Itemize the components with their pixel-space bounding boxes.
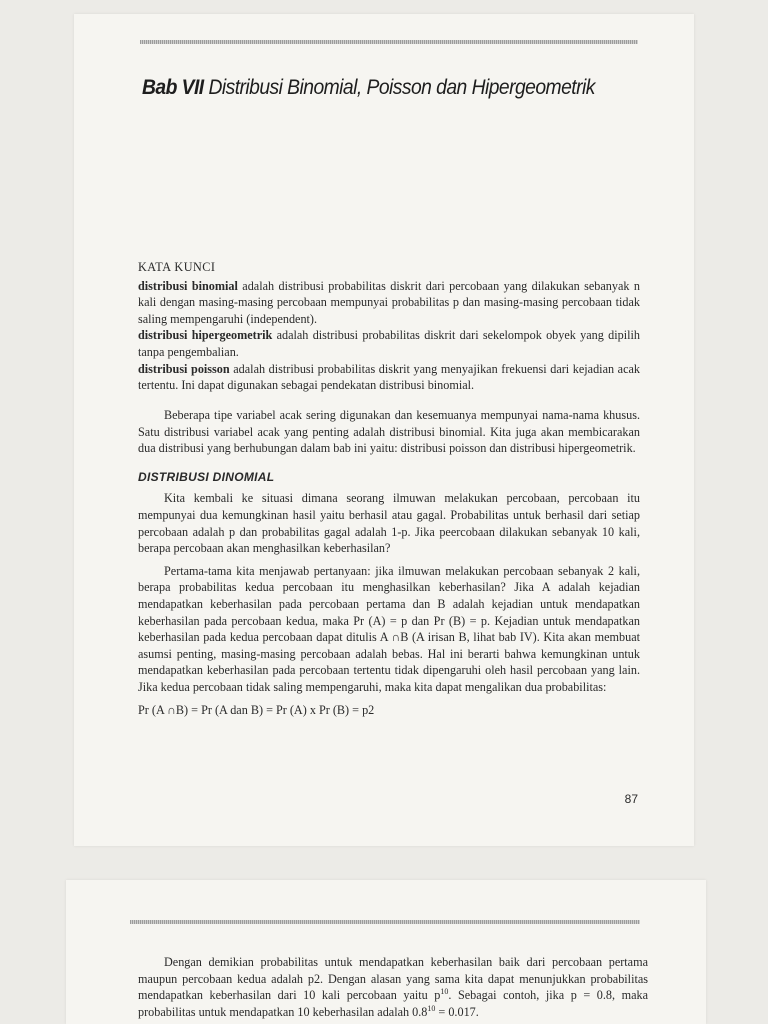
keyword-entry xyxy=(138,361,640,394)
keyword-term: distribusi hipergeometrik xyxy=(138,328,273,343)
keyword-definition: adalah distribusi probabilitas diskrit yang menyajikan frekuensi dari kejadian acak tertentu. Ini dapat digunakan sebagai pendekatan distribusi binomial. xyxy=(138,361,640,393)
keyword-term: distribusi poisson xyxy=(138,361,230,376)
keyword-entry xyxy=(138,327,640,360)
paragraph-text: = 0.017. xyxy=(435,1004,479,1019)
page-body xyxy=(138,954,648,1020)
paragraph-text: . Sebagai contoh, jika p = 0.8, maka probabilitas untuk mendapatkan 10 keberhasilan adalah 0.8 xyxy=(138,988,648,1019)
intro-paragraph: Beberapa tipe variabel acak sering digunakan dan kesemuanya mempunyai nama-nama khusus. Satu distribusi variabel acak yang penting adalah distribusi binomial. Kita juga akan membicarakan dua distribusi yang berhubungan dalam bab ini yaitu: distribusi poisson dan distribusi hipergeometrik. xyxy=(138,408,640,456)
keywords-heading: KATA KUNCI xyxy=(138,260,216,274)
keyword-list xyxy=(138,278,640,394)
body-paragraph xyxy=(138,954,648,1020)
keyword-definition: adalah distribusi probabilitas diskrit dari percobaan yang dilakukan sebanyak n kali dengan masing-masing percobaan mempunyai probabilitas p dan masing-masing percobaan tidak saling mempengaruhi (independent). xyxy=(138,278,640,326)
chapter-number: Bab VII xyxy=(142,76,204,99)
page-number: 87 xyxy=(624,792,638,806)
exponent: 10 xyxy=(440,987,449,997)
keyword-definition: adalah distribusi probabilitas diskrit dari sekelompok obyek yang dipilih tanpa pengembalian. xyxy=(138,328,640,359)
body-paragraph: Kita kembali ke situasi dimana seorang ilmuwan melakukan percobaan, percobaan itu mempunyai dua kemungkinan hasil yaitu berhasil atau gagal. Probabilitas untuk berhasil dari setiap percobaan adalah p dan probabilitas gagal adalah 1-p. Jika peercobaan dilakukan sebanyak 10 kali, berapa percobaan akan menghasilkan keberhasilan? xyxy=(138,491,640,556)
book-page-87 xyxy=(74,14,694,846)
exponent: 10 xyxy=(427,1003,436,1013)
chapter-title-text: Distribusi Binomial, Poisson dan Hipergeometrik xyxy=(203,76,595,99)
formula: Pr (A ∩B) = Pr (A dan B) = Pr (A) x Pr (B) = p2 xyxy=(138,702,375,717)
keyword-entry xyxy=(138,278,640,328)
header-rule xyxy=(140,40,638,44)
header-rule xyxy=(130,920,640,924)
body-paragraph: Pertama-tama kita menjawab pertanyaan: jika ilmuwan melakukan percobaan sebanyak 2 kali, berapa probabilitas kedua percobaan itu menghasilkan keberhasilan? Jika A adalah kejadian mendapatkan keberhasilan pada percobaan pertama dan B adalah kejadian untuk mendapatkan keberhasilan pada percobaan kedua, maka Pr (A) = p dan Pr (B) = p. Kejadian untuk mendapatkan keberhasilan pada kedua percobaan dapat ditulis A ∩B (A irisan B, lihat bab IV). Kita akan membuat asumsi penting, masing-masing percobaan adalah bebas. Hal ini berarti bahwa kemungkinan untuk mendapatkan keberhasilan pada percobaan tertentu tidak dipengaruhi oleh hasil percobaan yang lain. Jika kedua percobaan tidak saling mempengaruhi, maka kita dapat mengalikan dua probabilitas: xyxy=(138,563,640,694)
keywords-section xyxy=(138,259,640,394)
chapter-title xyxy=(142,76,595,100)
chapter-body xyxy=(138,407,640,724)
paragraph-text: Dengan demikian probabilitas untuk mendapatkan keberhasilan baik dari percobaan pertama maupun percobaan kedua adalah p2. Dengan alasan yang sama kita dapat menunjukkan probabilitas mendapatkan keberhasilan dari 10 kali percobaan yaitu p xyxy=(138,955,648,1003)
keyword-term: distribusi binomial xyxy=(138,278,238,293)
book-page-88 xyxy=(66,880,706,1024)
section-heading: DISTRIBUSI DINOMIAL xyxy=(138,469,275,484)
